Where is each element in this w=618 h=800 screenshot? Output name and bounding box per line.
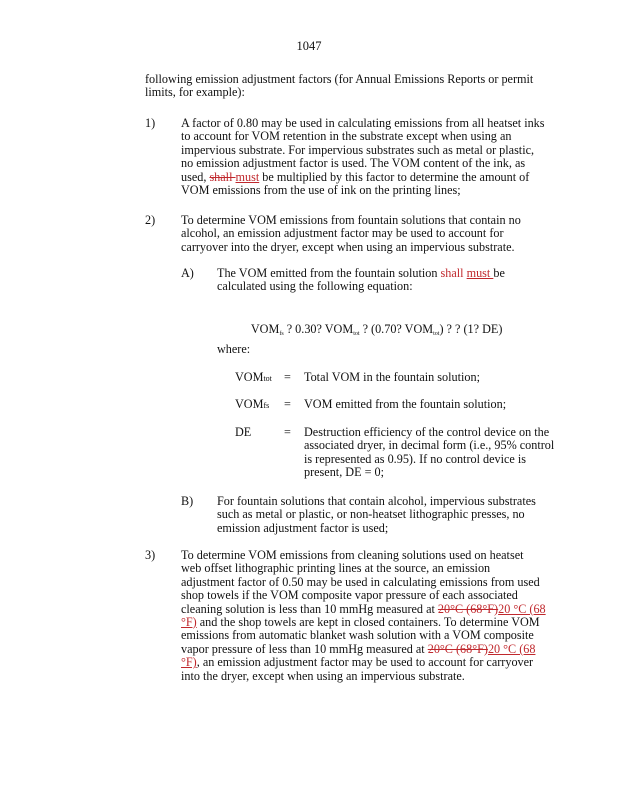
sub-b-line: For fountain solutions that contain alcohol, impervious substrates [217, 494, 536, 508]
item-3-line: into the dryer, except when using an impervious substrate. [181, 668, 465, 683]
text-span: cleaning solution is less than 10 mmHg measured at [181, 601, 438, 616]
text-span: used, [181, 169, 210, 184]
text-span: , an emission adjustment factor may be used to account for carryover [196, 655, 534, 670]
text-span: The VOM emitted from the fountain solution [217, 266, 441, 280]
sub-b-line: such as metal or plastic, or non-heatset lithographic presses, no [217, 507, 525, 522]
var-subscript: fs [263, 401, 270, 410]
item-3-line: web offset lithographic printing lines at the source, an emission [181, 561, 491, 576]
item-1-text [181, 117, 561, 197]
item-1-line [181, 171, 561, 184]
definition-var [235, 426, 251, 439]
text-span: and the shop towels are kept in closed containers. To determine VOM [196, 615, 540, 630]
item-3-line: adjustment factor of 0.50 may be used in calculating emissions from used [181, 574, 540, 589]
definition-line: associated dryer, in decimal form (i.e., 95% control [304, 438, 555, 453]
deleted-text: 20°C (68°F) [437, 601, 499, 616]
item-3-line: shop towels if the VOM composite vapor pressure of each associated [181, 588, 518, 603]
where-label: where: [217, 342, 251, 356]
eq-part: ) ? ? (1? DE) [439, 322, 503, 337]
item-3-line: emissions from automatic blanket wash solution with a VOM composite [181, 628, 534, 643]
intro-paragraph [145, 73, 545, 100]
page-number: 1047 [296, 39, 322, 53]
var-name: VOM [235, 370, 264, 384]
text-span: be [493, 266, 505, 280]
item-3-line: To determine VOM emissions from cleaning solutions used on heatset [181, 548, 524, 562]
eq-part: ? (0.70? VOM [359, 322, 434, 337]
definition-equals: = [284, 370, 291, 384]
definition-text [304, 426, 574, 480]
inserted-text: must [466, 266, 494, 280]
var-subscript: tot [263, 374, 272, 383]
sub-b-label: B) [181, 494, 194, 508]
definition-line: is represented as 0.95). If no control device is [304, 451, 527, 466]
sub-a-line: calculated using the following equation: [217, 279, 413, 294]
sub-b-line: emission adjustment factor is used; [217, 520, 389, 535]
item-1-line: VOM emissions from the use of ink on the printing lines; [181, 183, 461, 198]
inserted-text: °F) [181, 655, 197, 670]
definition-text [304, 398, 564, 411]
deleted-text: shall [209, 169, 236, 184]
item-1-line: no emission adjustment factor is used. The VOM content of the ink, as [181, 156, 526, 171]
definition-line: Destruction efficiency of the control device on the [304, 425, 550, 439]
item-2-number: 2) [145, 213, 156, 227]
text-span: vapor pressure of less than 10 mmHg measured at [181, 641, 428, 656]
deleted-text: shall [440, 266, 464, 280]
eq-subscript: tot [353, 331, 360, 338]
item-1-number: 1) [145, 116, 156, 130]
item-2-line: carryover into the dryer, except when using an impervious substrate. [181, 239, 515, 254]
item-2-text [181, 214, 561, 254]
item-1-line: to account for VOM retention in the substrate except when using an [181, 129, 512, 144]
definition-line: VOM emitted from the fountain solution; [304, 397, 507, 411]
sub-a-text [217, 267, 557, 294]
definition-var [235, 398, 269, 412]
inserted-text: must [235, 169, 260, 184]
item-3-line [181, 603, 566, 616]
sub-b-text [217, 495, 562, 535]
sub-a-line [217, 267, 557, 280]
item-3-line [181, 656, 566, 669]
item-3-line [181, 643, 566, 656]
eq-part: VOM [250, 322, 280, 337]
item-3-text [181, 549, 566, 683]
inserted-text: 20 °C (68 [487, 641, 536, 656]
definition-equals: = [284, 425, 291, 439]
inserted-text: 20 °C (68 [498, 601, 546, 616]
equation [245, 310, 502, 342]
var-name: VOM [235, 397, 264, 411]
item-3-number: 3) [145, 548, 156, 562]
item-1-line: A factor of 0.80 may be used in calculating emissions from all heatset inks [181, 116, 545, 130]
item-2-line: alcohol, an emission adjustment factor may be used to account for [181, 226, 504, 241]
eq-subscript: fs [279, 331, 284, 338]
item-3-line [181, 616, 566, 629]
definition-line: present, DE = 0; [304, 465, 384, 480]
sub-a-label: A) [181, 266, 194, 280]
eq-part: ? 0.30? VOM [283, 322, 354, 337]
item-1-line: impervious substrate. For impervious substrates such as metal or plastic, [181, 142, 535, 157]
definition-equals: = [284, 397, 291, 411]
intro-text: following emission adjustment factors (for Annual Emissions Reports or permit limits, for example): [145, 72, 534, 100]
definition-text [304, 371, 564, 384]
deleted-text: 20°C (68°F) [427, 641, 488, 656]
inserted-text: °F) [181, 615, 197, 630]
var-name: DE [235, 425, 252, 439]
eq-subscript: tot [433, 331, 440, 338]
definition-line: Total VOM in the fountain solution; [304, 370, 480, 384]
item-2-line: To determine VOM emissions from fountain solutions that contain no [181, 213, 521, 227]
definition-var [235, 371, 272, 385]
text-span: be multiplied by this factor to determine the amount of [259, 169, 530, 184]
